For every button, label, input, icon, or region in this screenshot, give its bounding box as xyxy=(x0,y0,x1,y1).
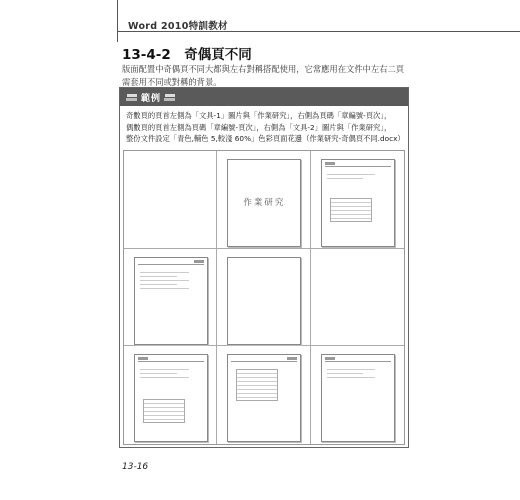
page-table-thumbnail xyxy=(330,198,372,222)
preview-cell-empty xyxy=(311,249,404,347)
preview-cell-odd-page xyxy=(311,151,404,249)
preview-cell-even-page xyxy=(217,346,310,444)
book-stack-icon xyxy=(164,93,176,102)
preview-cell-odd-page xyxy=(311,346,404,444)
desc-line-1: 奇數頁的頁首左側為「文具-1」圖片與「作業研究」，右側為頁碼「章編號-頁次」， xyxy=(126,111,392,120)
cover-page-thumbnail xyxy=(227,159,301,247)
example-label: 範例 xyxy=(141,93,162,104)
book-stack-icon xyxy=(126,93,138,102)
example-header xyxy=(120,88,408,106)
preview-cell-odd-page xyxy=(124,346,217,444)
odd-page-thumbnail xyxy=(321,354,395,442)
preview-cell-cover xyxy=(217,151,310,249)
even-page-thumbnail xyxy=(134,257,208,345)
book-header-title: Word 2010特訓教材 xyxy=(128,21,228,32)
header-vertical-rule xyxy=(117,0,118,42)
preview-cell-even-page xyxy=(124,249,217,347)
cover-title: 作業研究 xyxy=(243,198,286,208)
intro-line-1: 版面配置中奇偶頁不同大都與左右對稱搭配使用，它常應用在文件中左右二頁 xyxy=(122,64,405,74)
example-description xyxy=(120,106,408,145)
page-number: 13-16 xyxy=(122,462,149,472)
page-table-thumbnail xyxy=(236,369,278,401)
intro-paragraph xyxy=(122,63,422,89)
page-preview-grid xyxy=(123,150,405,445)
preview-cell-blank-page xyxy=(217,249,310,347)
section-title: 13-4-2 奇偶頁不同 xyxy=(122,47,252,63)
odd-page-thumbnail xyxy=(134,354,208,442)
example-box xyxy=(119,87,409,448)
page-table-thumbnail xyxy=(143,399,185,423)
odd-page-thumbnail xyxy=(321,159,395,247)
desc-line-3: 整份文件設定「青色,輔色 5,較淺 60%」色彩頁面花邊（作業研究-奇偶頁不同.docx） xyxy=(126,134,405,143)
desc-line-2: 偶數頁的頁首左側為頁碼「章編號-頁次」，右側為「文具-2」圖片與「作業研究」， xyxy=(126,122,392,132)
blank-page-thumbnail xyxy=(227,257,301,345)
intro-line-2: 需套用不同或對稱的背景。 xyxy=(122,77,222,87)
even-page-thumbnail xyxy=(227,354,301,442)
preview-cell-empty xyxy=(124,151,217,249)
